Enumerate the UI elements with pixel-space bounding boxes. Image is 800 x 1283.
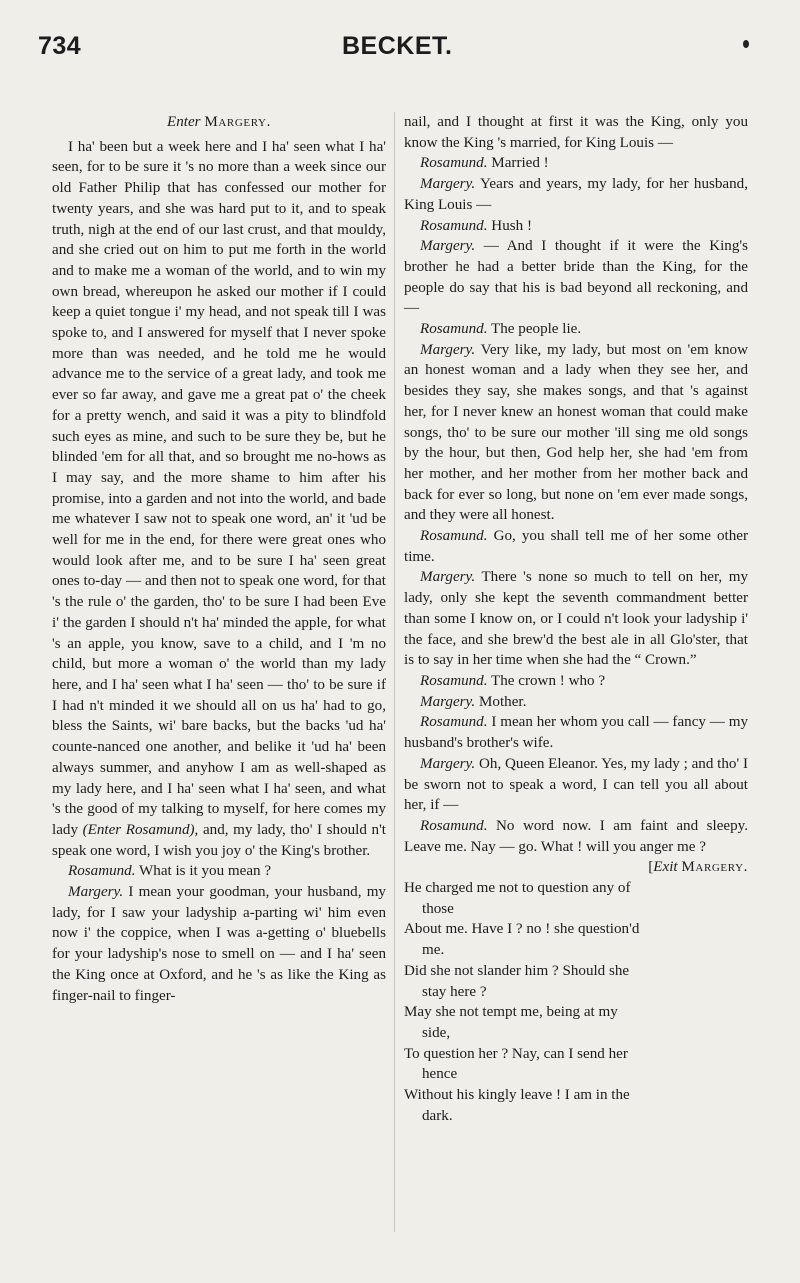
speaker-name: Rosamund. [420,155,488,172]
dialogue-line: Margery. Years and years, my lady, for her husband, King Louis — [404,176,748,213]
verse-line: Did she not slander him ? Should she [404,962,630,979]
dialogue-line: Margery. I mean your goodman, your husband, my lady, for I saw your ladyship a-parting wi' him even now i' the coppice, when I was a-getting o' bluebells for your ladyship's nose to smell on — and I ha' seen the King once at Oxford, and he 's as like the King as finger-nail to finger- [52,884,386,1004]
speaker-name: Rosamund. [420,528,488,545]
column-divider [394,112,395,1232]
running-head-title: BECKET. [342,32,453,60]
verse-line: dark. [422,1107,453,1124]
dialogue-line: Rosamund. Married ! [420,155,549,172]
dialogue-line: Rosamund. Go, you shall tell me of her some other time. [404,528,748,565]
dialogue-line: Rosamund. I mean her whom you call — fancy — my husband's brother's wife. [404,714,748,752]
speaker-name: Margery. [420,238,476,255]
dialogue-line: Rosamund. The crown ! who ? [420,672,606,689]
speaker-name: Margery. [420,569,476,586]
continued-speech: nail, and I thought at first it was the King, only you know the King 's married, for King Louis — [404,114,748,151]
speaker-name: Rosamund. [420,672,488,689]
speaker-name: Margery. [420,176,476,193]
stage-direction-exit: [Exit Margery. [648,859,748,876]
speaker-name: Rosamund. [420,714,488,731]
speaker-name: Rosamund. [68,863,136,880]
dialogue-line: Rosamund. Hush ! [420,217,532,234]
verse-line: me. [422,942,445,959]
page-number: 734 [38,32,82,60]
speaker-name: Rosamund. [420,217,488,234]
verse-line: hence [422,1066,458,1083]
verse-line: stay here ? [422,983,487,1000]
dialogue-line: Rosamund. The people lie. [420,321,582,338]
dialogue-line: Margery. Very like, my lady, but most on 'em know an honest woman and a lady when they see her, and besides they say, she makes songs, and that 's against her, for I never knew an honest woman that could make songs, tho' to be sure our mother 'ill sing me old songs by the hour, but then, God help her, she had 'em from her mother, and her mother from her mother back and back for ever so long, but none on 'em ever made songs, and they were all honest. [404,341,748,524]
dialogue-line: Margery. — And I thought if it were the King's brother he had a better bride than the King, for the people do say that his is bad beyond all reckoning, and — [404,238,748,317]
speaker-name: Margery. [420,755,476,772]
margery-speech-1: I ha' been but a week here and I ha' seen what I ha' seen, for to be sure it 's no more than a week since our old Father Philip that has confessed our mother for twenty years, and she was hard put to it, and to speak truth, nigh at the end of our last crust, and that mouldy, and she cried out on him to put me forth in the world and to make me a woman of the world, and to win my own bread, whereupon he asked our mother if I could keep a quiet tongue i' my head, and not speak till I was spoke to, and I answered for myself that I never spoke more than was needed, and he told me he would advance me to the service of a great lady, and took me ever so far away, and gave me a great pat o' the cheek for a pretty wench, and said it was a pity to blindfold such eyes as mine, and such to be sure they be, but he blinded 'em for all that, and so brought me no-hows as I may say, and the more shame to him after his promise, into a garden and not into the world, and bade me whatever I saw not to speak one word, an' it 'ud be well for me in the end, for there were great ones who would look after me, and to be sure I ha' seen great ones to-day — and then not to speak one word, for that 's the rule o' the garden, tho' to be sure I had been Eve i' the garden I should n't ha' minded the apple, for what 's an apple, you know, save to a child, and I 'm no child, but more a woman o' the world than my lady here, and I ha' seen what I ha' seen — tho' to be sure if I had n't minded it we should all on us ha' had to go, bless the Saints, wi' bare backs, but the backs 'ud ha' counte-nanced one another, and belike it 'ud ha' been always summer, and anyhow I am as well-shaped as my lady here, and I ha' seen what I ha' seen, and what 's the good of my talking to myself, for here comes my lady (Enter Rosamund), and, my lady, tho' I should n't speak one word, I wish you joy o' the King's brother. [52,138,386,859]
speaker-name: Rosamund. [420,321,488,338]
verse-line: May she not tempt me, being at my [404,1004,618,1021]
dialogue-line: Margery. Oh, Queen Eleanor. Yes, my lady ; and tho' I be sworn not to speak a word, I can tell you all about her, if — [404,755,748,814]
speaker-name: Rosamund. [420,817,488,834]
dialogue-line: Rosamund. No word now. I am faint and sleepy. Leave me. Nay — go. What ! will you anger me ? [404,817,748,855]
dialogue-line: Margery. There 's none so much to tell on her, my lady, only she kept the seventh commandment better than some I know on, or I could n't look your ladyship i' the face, and she brew'd the best ale in all Glo'ster, that is to say in her time when she had the “ Crown.” [404,569,748,669]
verse-line: side, [422,1024,451,1041]
ink-mark [743,40,749,48]
page-header [0,30,800,90]
stage-direction-inline: (Enter Rosamund), [82,821,199,838]
verse-line: He charged me not to question any of [404,880,631,897]
verse-block [404,878,748,1126]
left-column [52,112,386,1006]
speaker-name: Margery. [420,341,476,358]
dialogue-line: Rosamund. What is it you mean ? [68,863,272,880]
speaker-name: Margery. [420,693,476,710]
speaker-name: Margery. [68,884,124,901]
verse-line: Without his kingly leave ! I am in the [404,1087,630,1104]
verse-line: To question her ? Nay, can I send her [404,1045,628,1062]
right-column [404,112,748,1126]
verse-line: About me. Have I ? no ! she question'd [404,921,640,938]
verse-line: those [422,900,454,917]
stage-direction-enter: Enter Margery. [167,114,271,130]
dialogue-line: Margery. Mother. [420,693,527,710]
